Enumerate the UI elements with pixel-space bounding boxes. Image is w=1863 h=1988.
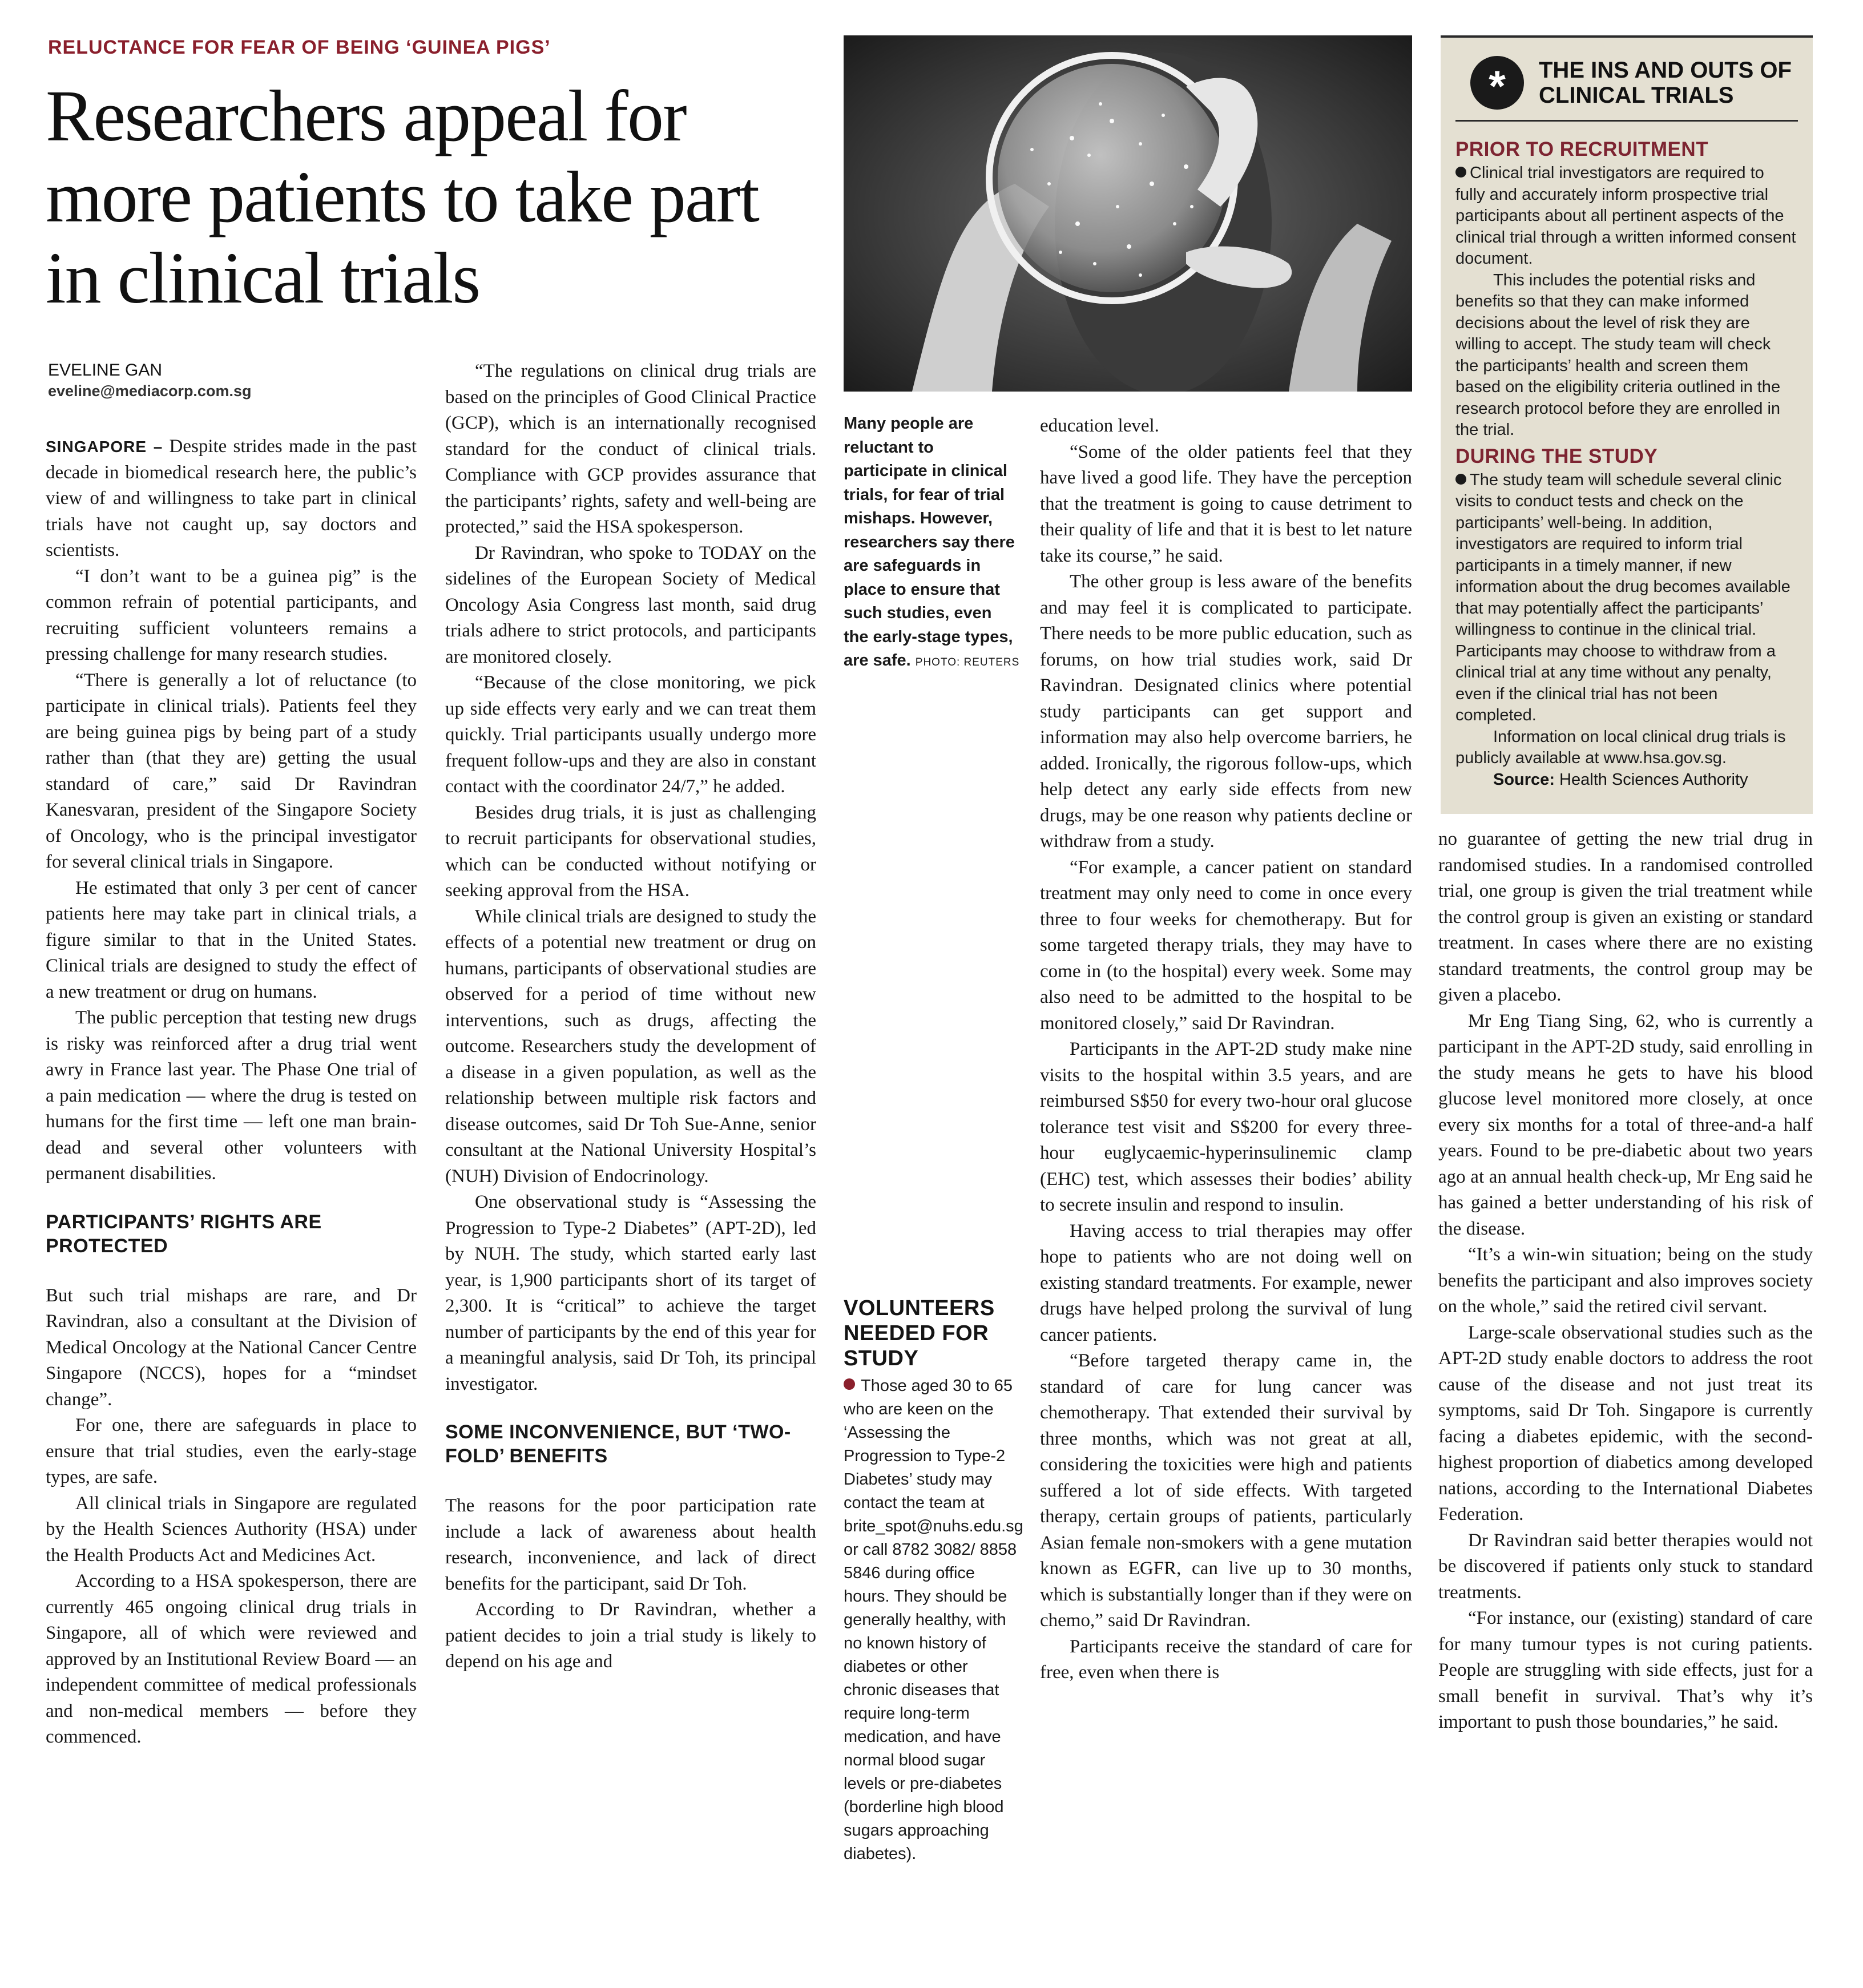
photo-credit: PHOTO: REUTERS bbox=[915, 656, 1020, 668]
paragraph: According to a HSA spokesperson, there are currently 465 ongoing clinical drug trials in Singapore, all of which were reviewed and approved by an Institutional Review Board — an independent committee of medical professionals and non-medical members — before they commenced. bbox=[46, 1571, 417, 1747]
paragraph: “For instance, our (existing) standard of care for many tumour types is not curing patients. People are struggling with side effects, just for a small benefit in survival. That’s why it’s important to push those boundaries,” he said. bbox=[1438, 1608, 1813, 1732]
paragraph: Dr Ravindran, who spoke to TODAY on the sidelines of the European Society of Medical Oncology Asia Congress last month, said drug trials adhere to strict protocols, and participants are monitored closely. bbox=[445, 542, 816, 667]
paragraph: But such trial mishaps are rare, and Dr Ravindran, also a consultant at the Division of Medical Oncology at the National Cancer Centre Singapore (NCCS), hopes for a “mindset change”. bbox=[46, 1285, 417, 1410]
article-column-4 bbox=[1040, 413, 1412, 1686]
factbox-paragraph bbox=[1455, 470, 1798, 727]
article-column-2 bbox=[445, 358, 816, 1675]
subhead-two-fold-benefits: SOME INCONVENIENCE, BUT ‘TWO-FOLD’ BENEFITS bbox=[445, 1421, 791, 1467]
paragraph: “For example, a cancer patient on standard treatment may only need to come in once every three to four weeks for chemotherapy. But for some targeted therapy trials, they may have to come in (to the hospital) every week. Some may also need to be admitted to the hospital to be monitored closely,” said Dr Ravindran. bbox=[1040, 857, 1412, 1034]
paragraph: While clinical trials are designed to study the effects of a potential new treatment or drug on humans, participants of observational studies are observed for a period of time without new interventions, such as drugs, affecting the outcome. Researchers study the development of a disease in a given population, as well as the relationship between multiple risk factors and disease outcomes, said Dr Toh Sue-Anne, senior consultant at the National University Hospital’s (NUH) Division of Endocrinology. bbox=[445, 906, 816, 1187]
paragraph: He estimated that only 3 per cent of cancer patients here may take part in clinical trials, a figure similar to that in the United States. Clinical trials are designed to study the effect of a new treatment or drug on humans. bbox=[46, 877, 417, 1002]
paragraph: “Before targeted therapy came in, the standard of care for lung cancer was chemotherapy. That extended their survival by three months, which was not great at all, considering the toxicities were high and patients suffered a lot of side effects. With targeted therapy, certain groups of patients, particularly Asian female non-smokers with a gene mutation known as EGFR, can live up to 30 months, which is substantially longer than if they were on chemo,” said Dr Ravindran. bbox=[1040, 1350, 1412, 1631]
subhead-participants-rights: PARTICIPANTS’ RIGHTS ARE PROTECTED bbox=[46, 1211, 322, 1257]
source-label: Source: bbox=[1493, 770, 1555, 789]
factbox-section-during: DURING THE STUDY bbox=[1455, 445, 1658, 467]
paragraph: Mr Eng Tiang Sing, 62, who is currently a participant in the APT-2D study, said enrolling in the study means he gets to have his blood glucose level monitored more closely, at once every six months for a total of three-and-a half years. Found to be pre-diabetic about two years ago at an annual health check-up, Mr Eng said he has gained a better understanding of his risk of the disease. bbox=[1438, 1010, 1813, 1239]
news-photo bbox=[844, 35, 1412, 392]
source-value: Health Sciences Authority bbox=[1559, 770, 1748, 789]
paragraph: For one, there are safeguards in place to ensure that trial studies, even the early-stage types, are safe. bbox=[46, 1415, 417, 1487]
kicker: RELUCTANCE FOR FEAR OF BEING ‘GUINEA PIGS’ bbox=[48, 37, 551, 58]
factbox-text: The study team will schedule several clinic visits to conduct tests and check on the participants’ well-being. In addition, investigators are required to inform trial participants in a timely manner, if new information about the drug becomes available that may potentially affect the participants’ willingness to continue in the clinical trial. Participants may choose to withdraw from a clinical trial at any time without any penalty, even if the clinical trial has not been completed. bbox=[1455, 470, 1791, 724]
paragraph: no guarantee of getting the new trial drug in randomised studies. In a randomised controlled trial, one group is given the trial treatment while the control group is given an existing or standard treatment. In cases where there are no existing standard treatments, the control group may be given a placebo. bbox=[1438, 829, 1813, 1005]
paragraph: Participants receive the standard of care for free, even when there is bbox=[1040, 1636, 1412, 1683]
factbox-header bbox=[1455, 50, 1798, 122]
paragraph: “There is generally a lot of reluctance (to participate in clinical trials). Patients feel they are being guinea pigs by being part of a study rather than (that they are) getting the usual standard of care,” said Dr Ravindran Kanesvaran, president of the Singapore Society of Oncology, who is the principal investigator for several clinical trials in Singapore. bbox=[46, 670, 417, 872]
bullet-dot-icon bbox=[1455, 474, 1466, 485]
asterisk-icon: * bbox=[1470, 56, 1524, 110]
factbox-paragraph: This includes the potential risks and benefits so that they can make informed decisions about the level of risk they are willing to accept. The study team will check the participants’ health and screen them based on the eligibility criteria outlined in the research protocol before they are enrolled in the trial. bbox=[1455, 271, 1781, 439]
petri-dish-photo-illustration bbox=[844, 35, 1412, 392]
volunteers-body bbox=[844, 1374, 1021, 1866]
paragraph: Besides drug trials, it is just as challenging to recruit participants for observational studies, which can be conducted without notifying or seeking approval from the HSA. bbox=[445, 802, 816, 901]
paragraph: “The regulations on clinical drug trials are based on the principles of Good Clinical Practice (GCP), which is an internationally recognised standard for the conduct of clinical trials. Compliance with GCP provides assurance that the participants’ rights, safety and well-being are protected,” said the HSA spokesperson. bbox=[445, 361, 816, 537]
volunteers-sidebar bbox=[844, 1296, 1021, 1866]
paragraph: The other group is less aware of the benefits and may feel it is complicated to participate. There needs to be more public education, such as forums, on how trial studies work, said Dr Ravindran. Designated clinics where potential study participants can get support and information may also help overcome barriers, he added. Ironically, the rigorous follow-ups, which help detect any early side effects from new drugs, may be one reason why patients decline or withdraw from a study. bbox=[1040, 571, 1412, 852]
paragraph-text: Despite strides made in the past decade in biomedical research here, the public’s view of and willingness to take part in clinical trials have not caught up, say doctors and scientists. bbox=[46, 436, 417, 560]
factbox-paragraph bbox=[1455, 163, 1798, 270]
paragraph: Having access to trial therapies may offer hope to patients who are not doing well on existing standard treatments. For example, newer drugs have helped prolong the survival of lung cancer patients. bbox=[1040, 1220, 1412, 1345]
paragraph: One observational study is “Assessing the Progression to Type-2 Diabetes” (APT-2D), led by NUH. The study, which started early last year, is 1,900 participants short of its target of 2,300. It is “critical” to achieve the target number of participants by the end of this year for a meaningful analysis, said Dr Toh, its principal investigator. bbox=[445, 1192, 816, 1394]
paragraph: “I don’t want to be a guinea pig” is the common refrain of potential participants, and recruiting sufficient volunteers remains a pressing challenge for many research studies. bbox=[46, 566, 417, 664]
paragraph: The reasons for the poor participation rate include a lack of awareness about health research, inconvenience, and lack of direct benefits for the participant, said Dr Toh. bbox=[445, 1495, 816, 1594]
dateline: SINGAPORE – bbox=[46, 438, 163, 455]
factbox-title: THE INS AND OUTS OF CLINICAL TRIALS bbox=[1539, 58, 1792, 108]
paragraph: All clinical trials in Singapore are regulated by the Health Sciences Authority (HSA) under the Health Products Act and Medicines Act. bbox=[46, 1493, 417, 1566]
article-column-5 bbox=[1438, 826, 1813, 1736]
byline-name: EVELINE GAN bbox=[48, 361, 163, 380]
paragraph: According to Dr Ravindran, whether a patient decides to join a trial study is likely to depend on his age and bbox=[445, 1599, 816, 1672]
byline bbox=[48, 360, 413, 401]
byline-email[interactable]: eveline@mediacorp.com.sg bbox=[48, 382, 252, 400]
factbox-section-prior: PRIOR TO RECRUITMENT bbox=[1455, 138, 1708, 160]
paragraph: Participants in the APT-2D study make nine visits to the hospital within 3.5 years, and are reimbursed S$50 for every two-hour oral glucose tolerance test visit and S$200 for every three-hour euglycaemic-hyperinsulinemic clamp (EHC) test, which assesses their bodies’ ability to secrete insulin and respond to insulin. bbox=[1040, 1039, 1412, 1215]
paragraph: The public perception that testing new drugs is risky was reinforced after a drug trial went awry in France last year. The Phase One trial of a pain medication — where the drug is tested on humans for the first time — left one man brain-dead and several other volunteers with permanent disabilities. bbox=[46, 1007, 417, 1184]
headline: Researchers appeal for more patients to take part in clinical trials bbox=[46, 75, 759, 318]
bullet-dot-icon bbox=[1455, 167, 1466, 178]
paragraph: “It’s a win-win situation; being on the study benefits the participant and also improves society on the whole,” said the retired civil servant. bbox=[1438, 1244, 1813, 1317]
article-column-1 bbox=[46, 434, 417, 1751]
caption-text: Many people are reluctant to participate in clinical trials, for fear of trial mishaps. However, researchers say there are safeguards in place to ensure that such studies, even the early-stage types, are safe. bbox=[844, 414, 1015, 670]
factbox-source bbox=[1455, 769, 1798, 791]
factbox-paragraph: Information on local clinical drug trials is publicly available at www.hsa.gov.sg. bbox=[1455, 727, 1786, 767]
volunteers-title: VOLUNTEERS NEEDED FOR STUDY bbox=[844, 1296, 995, 1370]
paragraph: Dr Ravindran said better therapies would not be discovered if patients only stuck to standard treatments. bbox=[1438, 1530, 1813, 1603]
factbox bbox=[1441, 35, 1813, 814]
paragraph: Large-scale observational studies such as the APT-2D study enable doctors to address the root cause of the disease and not just treat its symptoms, said Dr Toh. Singapore is currently facing a diabetes epidemic, with the second-highest proportion of diabetics among developed nations, according to the International Diabetes Federation. bbox=[1438, 1322, 1813, 1525]
photo-caption bbox=[844, 412, 1021, 675]
bullet-dot-icon bbox=[844, 1378, 855, 1390]
paragraph: “Some of the older patients feel that they have lived a good life. They have the perception that the treatment is going to cause detriment to their quality of life and that it is best to let nature take its course,” he said. bbox=[1040, 441, 1412, 566]
volunteers-text: Those aged 30 to 65 who are keen on the ‘Assessing the Progression to Type-2 Diabetes’ study may contact the team at brite_spot@nuhs.edu.sg or call 8782 3082/ 8858 5846 during office hours. They should be generally healthy, with no known history of diabetes or other chronic diseases that require long-term medication, and have normal blood sugar levels or pre-diabetes (borderline high blood sugars approaching diabetes). bbox=[844, 1377, 1023, 1863]
paragraph: “Because of the close monitoring, we pick up side effects very early and we can treat them quickly. Trial participants usually undergo more frequent follow-ups and they are also in constant contact with the coordinator 24/7,” he added. bbox=[445, 672, 816, 797]
paragraph: education level. bbox=[1040, 416, 1159, 436]
factbox-text: Clinical trial investigators are required to fully and accurately inform prospective trial participants about all pertinent aspects of the clinical trial through a written informed consent document. bbox=[1455, 164, 1796, 268]
paragraph bbox=[46, 434, 417, 564]
